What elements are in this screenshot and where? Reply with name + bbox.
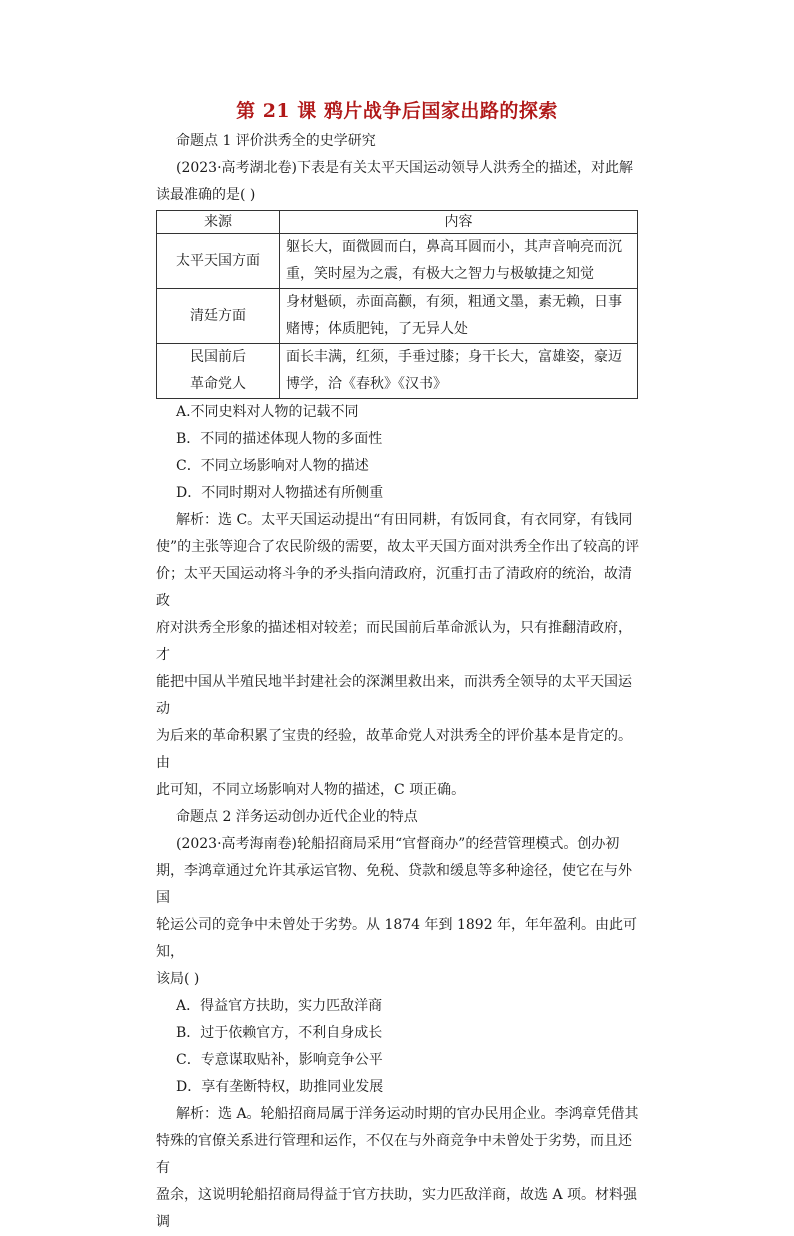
table-cell-source: 太平天国方面	[157, 234, 280, 289]
q1-option-d: D．不同时期对人物描述有所侧重	[176, 485, 384, 501]
table-cell-content: 躯长大，面微圆而白，鼻高耳圆而小，其声音响亮而沉 重，笑时屋为之震，有极大之智力与极敏捷之知觉	[280, 234, 638, 289]
q1-analysis-line: 价；太平天国运动将斗争的矛头指向清政府，沉重打击了清政府的统治，故清政	[156, 566, 632, 609]
q1-analysis-line: 府对洪秀全形象的描述相对较差；而民国前后革命派认为，只有推翻清政府，才	[156, 620, 632, 663]
q2-stem-line: 期，李鸿章通过允许其承运官物、免税、贷款和缓息等多种途径，使它在与外国	[156, 863, 632, 906]
q1-option-a: A.不同史料对人物的记载不同	[176, 404, 359, 420]
q1-analysis-line: 解析：选 C。太平天国运动提出“有田同耕，有饭同食，有衣同穿，有钱同	[176, 512, 633, 528]
table-cell-source: 民国前后 革命党人	[157, 344, 280, 399]
q1-analysis-line: 为后来的革命积累了宝贵的经验，故革命党人对洪秀全的评价基本是肯定的。由	[156, 728, 632, 771]
table-header-row	[157, 211, 638, 234]
table-row	[157, 234, 638, 289]
content-body	[156, 128, 640, 1236]
q1-analysis-line: 使”的主张等迎合了农民阶级的需要，故太平天国方面对洪秀全作出了较高的评	[156, 539, 640, 555]
q1-stem-line: (2023·高考湖北卷)下表是有关太平天国运动领导人洪秀全的描述，对此解	[176, 160, 634, 176]
q1-option-b: B．不同的描述体现人物的多面性	[176, 431, 383, 447]
q1-stem-line: 读最准确的是( )	[156, 187, 256, 203]
q2-option-c: C．专意谋取贴补，影响竞争公平	[176, 1052, 383, 1068]
q1-point-heading: 命题点 1 评价洪秀全的史学研究	[176, 133, 376, 149]
table-row	[157, 289, 638, 344]
table-cell-source: 清廷方面	[157, 289, 280, 344]
q2-stem-line: (2023·高考海南卷)轮船招商局采用“官督商办”的经营管理模式。创办初	[176, 836, 620, 852]
q1-option-c: C．不同立场影响对人物的描述	[176, 458, 369, 474]
q2-option-d: D．享有垄断特权，助推同业发展	[176, 1079, 384, 1095]
table-cell-content: 面长丰满，红须，手垂过膝；身干长大，富雄姿，豪迈 博学，洽《春秋》《汉书》	[280, 344, 638, 399]
table-header-content: 内容	[280, 211, 638, 234]
q1-analysis-line: 能把中国从半殖民地半封建社会的深渊里救出来，而洪秀全领导的太平天国运动	[156, 674, 632, 717]
q2-analysis-line: 解析：选 A。轮船招商局属于洋务运动时期的官办民用企业。李鸿章凭借其	[176, 1106, 639, 1122]
q1-table	[156, 210, 638, 399]
q2-point-heading: 命题点 2 洋务运动创办近代企业的特点	[176, 809, 418, 825]
table-row	[157, 344, 638, 399]
page-title: 第 21 课 鸦片战争后国家出路的探索	[236, 100, 558, 122]
q1-analysis-line: 此可知，不同立场影响对人物的描述，C 项正确。	[156, 782, 466, 798]
table-cell-content: 身材魁硕，赤面高颧，有须，粗通文墨，素无赖，日事 赌博；体质肥钝，了无异人处	[280, 289, 638, 344]
table-header-source: 来源	[157, 211, 280, 234]
q2-option-b: B．过于依赖官方，不利自身成长	[176, 1025, 383, 1041]
q2-analysis-line: 特殊的官僚关系进行管理和运作，不仅在与外商竞争中未曾处于劣势，而且还有	[156, 1133, 632, 1176]
q2-option-a: A．得益官方扶助，实力匹敌洋商	[176, 998, 383, 1014]
q2-stem-line: 该局( )	[156, 971, 200, 987]
q2-stem-line: 轮运公司的竞争中未曾处于劣势。从 1874 年到 1892 年，年年盈利。由此可知，	[156, 917, 638, 960]
q2-analysis-line: 盈余，这说明轮船招商局得益于官方扶助，实力匹敌洋商，故选 A 项。材料强调	[156, 1187, 638, 1230]
